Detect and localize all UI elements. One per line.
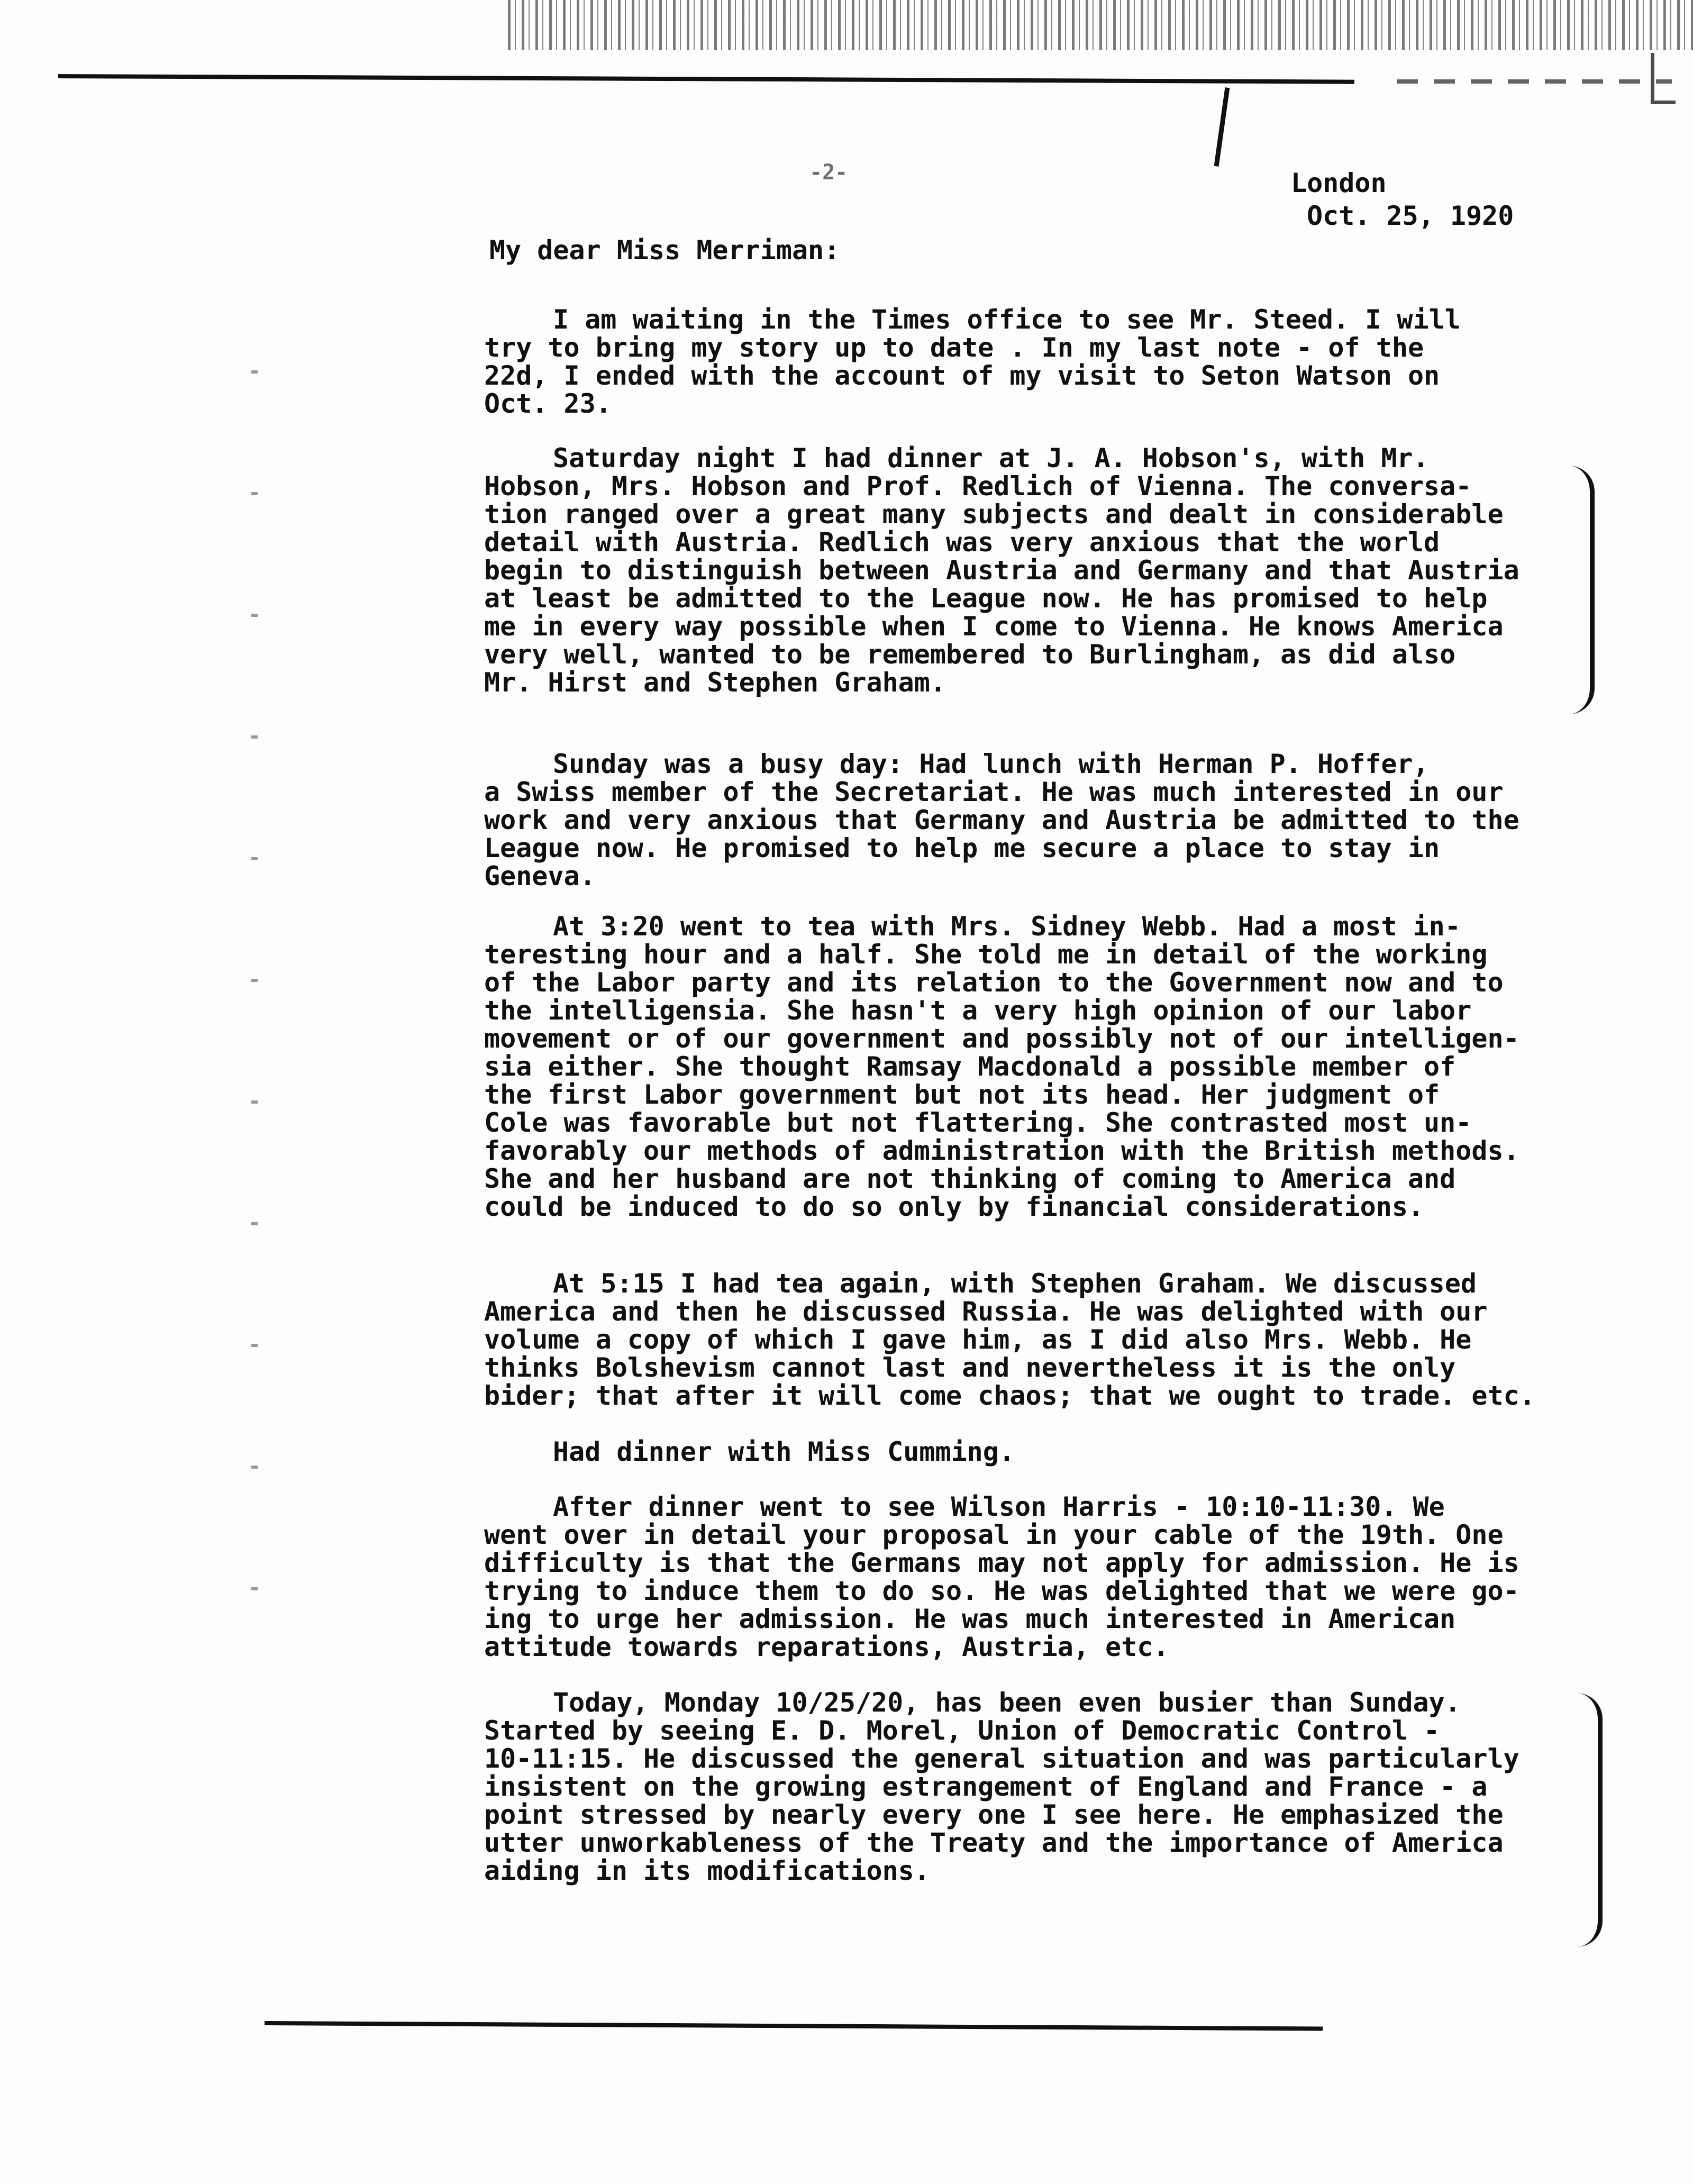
text-line: 10-11:15. He discussed the general situation and was particularly (484, 1743, 1519, 1774)
text-line: Mr. Hirst and Stephen Graham. (484, 667, 946, 698)
paragraph-webb-tea (484, 913, 1622, 1221)
text-line: of the Labor party and its relation to the Government now and to (484, 967, 1504, 998)
text-line: At 5:15 I had tea again, with Stephen Graham. We discussed (553, 1268, 1477, 1299)
text-line: work and very anxious that Germany and Austria be admitted to the (484, 805, 1519, 835)
salutation: My dear Miss Merriman: (489, 235, 840, 266)
page-number: -2- (809, 160, 848, 185)
scan-noise-top (508, 0, 1693, 50)
text-line: aiding in its modifications. (484, 1855, 930, 1886)
text-line: She and her husband are not thinking of coming to America and (484, 1163, 1456, 1194)
letter-date: Oct. 25, 1920 (1307, 201, 1514, 231)
text-line: trying to induce them to do so. He was delighted that we were go- (484, 1576, 1519, 1606)
text-line: favorably our methods of administration with the British methods. (484, 1135, 1519, 1166)
text-line: Sunday was a busy day: Had lunch with Herman P. Hoffer, (553, 749, 1429, 779)
text-line: utter unworkableness of the Treaty and the importance of America (484, 1827, 1504, 1858)
text-line: Geneva. (484, 861, 596, 891)
margin-specks (251, 370, 258, 1614)
text-line: Started by seeing E. D. Morel, Union of Democratic Control - (484, 1715, 1440, 1746)
text-line: tion ranged over a great many subjects and dealt in considerable (484, 499, 1504, 530)
text-line: Cole was favorable but not flattering. She contrasted most un- (484, 1107, 1472, 1138)
text-line: sia either. She thought Ramsay Macdonald a possible member of (484, 1051, 1456, 1082)
paragraph-times-office (484, 306, 1622, 418)
paragraph-harris-meeting (484, 1493, 1622, 1661)
text-line: Saturday night I had dinner at J. A. Hobson's, with Mr. (553, 443, 1429, 474)
paragraph-sunday-lunch (484, 750, 1622, 890)
text-line: try to bring my story up to date . In my last note - of the (484, 332, 1424, 363)
text-line: After dinner went to see Wilson Harris - 10:10-11:30. We (553, 1491, 1445, 1522)
text-line: bider; that after it will come chaos; that we ought to trade. etc. (484, 1380, 1535, 1411)
text-line: thinks Bolshevism cannot last and nevertheless it is the only (484, 1352, 1456, 1383)
text-line: point stressed by nearly every one I see here. He emphasized the (484, 1799, 1504, 1830)
letter-place: London (1291, 168, 1387, 198)
top-dashed-line (1397, 79, 1672, 84)
text-line: volume a copy of which I gave him, as I did also Mrs. Webb. He (484, 1324, 1472, 1355)
text-line: attitude towards reparations, Austria, etc. (484, 1632, 1169, 1662)
text-line: could be induced to do so only by financial considerations. (484, 1191, 1424, 1222)
top-rule-line (58, 74, 1354, 84)
text-line: At 3:20 went to tea with Mrs. Sidney Webb. Had a most in- (553, 911, 1461, 942)
text-line: movement or of our government and possibly not of our intelligen- (484, 1023, 1519, 1054)
text-line: difficulty is that the Germans may not apply for admission. He is (484, 1548, 1519, 1578)
corner-mark (1651, 53, 1676, 104)
text-line: League now. He promised to help me secure a place to stay in (484, 833, 1440, 863)
text-line: at least be admitted to the League now. He has promised to help (484, 583, 1488, 614)
text-line: went over in detail your proposal in your cable of the 19th. One (484, 1519, 1504, 1550)
text-line: detail with Austria. Redlich was very anxious that the world (484, 527, 1440, 558)
text-line: Hobson, Mrs. Hobson and Prof. Redlich of Vienna. The conversa- (484, 471, 1472, 502)
pen-tick-mark (1214, 87, 1230, 167)
text-line: Oct. 23. (484, 388, 612, 419)
text-line: America and then he discussed Russia. He was delighted with our (484, 1296, 1488, 1327)
text-line: Today, Monday 10/25/20, has been even busier than Sunday. (553, 1687, 1461, 1718)
text-line: the intelligensia. She hasn't a very high opinion of our labor (484, 995, 1472, 1026)
paragraph-graham-tea (484, 1270, 1622, 1410)
text-line: teresting hour and a half. She told me in detail of the working (484, 939, 1488, 970)
text-line: Had dinner with Miss Cumming. (553, 1436, 1015, 1467)
paragraph-hobson-dinner (484, 444, 1622, 697)
text-line: the first Labor government but not its head. Her judgment of (484, 1079, 1440, 1110)
text-line: insistent on the growing estrangement of England and France - a (484, 1771, 1488, 1802)
paragraph-cumming-dinner (484, 1438, 1622, 1466)
text-line: ing to urge her admission. He was much interested in American (484, 1604, 1456, 1634)
text-line: begin to distinguish between Austria and Germany and that Austria (484, 555, 1519, 586)
bottom-rule-line (265, 2021, 1323, 2031)
paragraph-morel-meeting (484, 1689, 1622, 1885)
text-line: I am waiting in the Times office to see Mr. Steed. I will (553, 304, 1461, 335)
text-line: very well, wanted to be remembered to Burlingham, as did also (484, 639, 1456, 670)
text-line: a Swiss member of the Secretariat. He was much interested in our (484, 777, 1504, 807)
text-line: 22d, I ended with the account of my visit to Seton Watson on (484, 360, 1440, 391)
text-line: me in every way possible when I come to Vienna. He knows America (484, 611, 1504, 642)
